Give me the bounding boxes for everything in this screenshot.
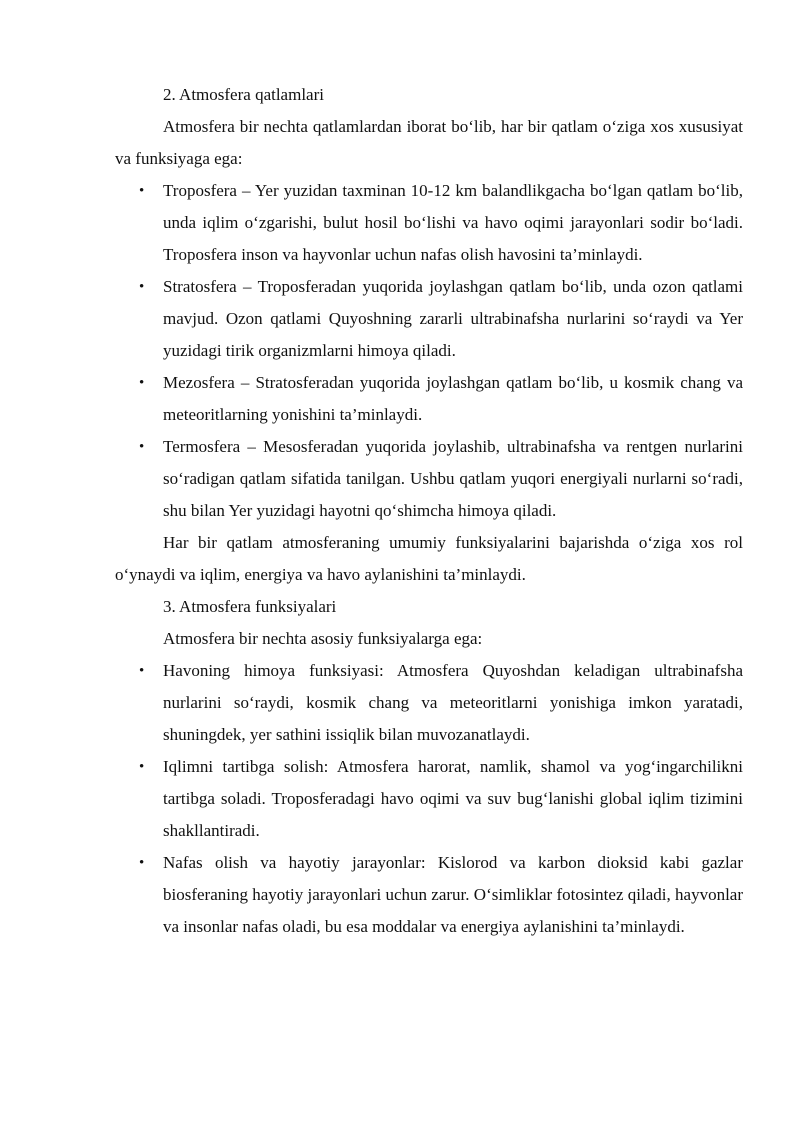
list-item-troposfera bbox=[115, 175, 743, 271]
bullet-icon: • bbox=[139, 663, 145, 679]
list-item-iqlim bbox=[115, 751, 743, 847]
bullet-icon: • bbox=[139, 759, 145, 775]
list-item-text: Nafas olish va hayotiy jarayonlar: Kislorod va karbon dioksid kabi gazlar biosferaning hayotiy jarayonlari uchun zarur. O‘simliklar fotosintez qiladi, hayvonlar va insonlar nafas oladi, bu esa moddalar va energiya aylanishini ta’minlaydi. bbox=[163, 853, 743, 936]
bullet-icon: • bbox=[139, 375, 145, 391]
list-item-text: Havoning himoya funksiyasi: Atmosfera Quyoshdan keladigan ultrabinafsha nurlarini so‘raydi, kosmik chang va meteoritlarni yonishiga imkon yaratadi, shuningdek, yer sathini issiqlik bilan muvozanatlaydi. bbox=[163, 661, 743, 744]
section-2-conclusion: Har bir qatlam atmosferaning umumiy funksiyalarini bajarishda o‘ziga xos rol o‘ynaydi va iqlim, energiya va havo aylanishini ta’minlaydi. bbox=[115, 533, 743, 584]
section-2-heading: 2. Atmosfera qatlamlari bbox=[163, 85, 324, 104]
list-item-text: Mezosfera – Stratosferadan yuqorida joylashgan qatlam bo‘lib, u kosmik chang va meteoritlarning yonishini ta’minlaydi. bbox=[163, 373, 743, 424]
list-item-himoya bbox=[115, 655, 743, 751]
list-item-text: Iqlimni tartibga solish: Atmosfera harorat, namlik, shamol va yog‘ingarchilikni tartibga soladi. Troposferadagi havo oqimi va suv bug‘lanishi global iqlim tizimini shakllantiradi. bbox=[163, 757, 743, 840]
list-item-nafas bbox=[115, 847, 743, 943]
list-item-termosfera bbox=[115, 431, 743, 527]
list-item-text: Stratosfera – Troposferadan yuqorida joylashgan qatlam bo‘lib, unda ozon qatlami mavjud. Ozon qatlami Quyoshning zararli ultrabinafsha nurlarini so‘raydi va Yer yuzidagi tirik organizmlarni himoya qiladi. bbox=[163, 277, 743, 360]
bullet-icon: • bbox=[139, 439, 145, 455]
list-item-text: Termosfera – Mesosferadan yuqorida joylashib, ultrabinafsha va rentgen nurlarini so‘radigan qatlam sifatida tanilgan. Ushbu qatlam yuqori energiyali nurlarni so‘radi, shu bilan Yer yuzidagi hayotni qo‘shimcha himoya qiladi. bbox=[163, 437, 743, 520]
bullet-icon: • bbox=[139, 279, 145, 295]
list-item-mezosfera bbox=[115, 367, 743, 431]
section-3-function-list bbox=[115, 655, 743, 943]
page-content bbox=[115, 79, 743, 943]
list-item-stratosfera bbox=[115, 271, 743, 367]
bullet-icon: • bbox=[139, 183, 145, 199]
list-item-text: Troposfera – Yer yuzidan taxminan 10-12 km balandlikgacha bo‘lgan qatlam bo‘lib, unda iqlim o‘zgarishi, bulut hosil bo‘lishi va havo oqimi jarayonlari sodir bo‘ladi. Troposfera inson va hayvonlar uchun nafas olish havosini ta’minlaydi. bbox=[163, 181, 743, 264]
section-3-heading: 3. Atmosfera funksiyalari bbox=[163, 597, 337, 616]
section-3-intro: Atmosfera bir nechta asosiy funksiyalarga ega: bbox=[163, 629, 483, 648]
bullet-icon: • bbox=[139, 855, 145, 871]
section-2-intro: Atmosfera bir nechta qatlamlardan iborat bo‘lib, har bir qatlam o‘ziga xos xususiyat va funksiyaga ega: bbox=[115, 117, 743, 168]
section-2-layer-list bbox=[115, 175, 743, 527]
